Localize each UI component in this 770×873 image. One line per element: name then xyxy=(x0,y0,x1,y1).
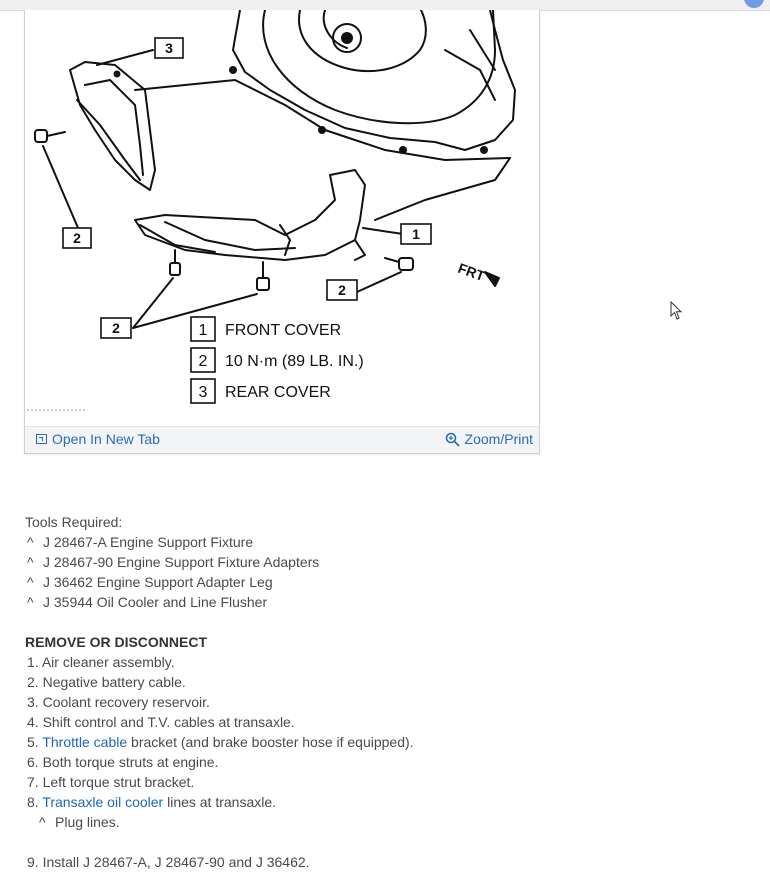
callout-3: 3 xyxy=(165,40,173,56)
magnifier-icon xyxy=(445,432,460,447)
figure-container xyxy=(24,10,540,454)
callout-2-right: 2 xyxy=(338,282,346,298)
step-item: 6. Both torque struts at engine. xyxy=(27,754,219,770)
frt-label: FRT xyxy=(455,259,488,285)
legend-text-3: REAR COVER xyxy=(225,384,331,401)
legend-num-3: 3 xyxy=(198,384,208,401)
profile-avatar[interactable] xyxy=(744,0,764,8)
callout-2-left: 2 xyxy=(73,230,81,246)
open-in-new-tab-link[interactable] xyxy=(36,431,160,447)
transaxle-cover-diagram xyxy=(25,10,539,418)
tools-heading: Tools Required: xyxy=(25,514,123,530)
tool-item: ^ J 28467-90 Engine Support Fixture Adapters xyxy=(27,554,320,570)
throttle-cable-link[interactable]: Throttle cable xyxy=(42,734,128,750)
zoom-print-link[interactable] xyxy=(445,431,533,447)
tool-item: ^ J 28467-A Engine Support Fixture xyxy=(27,534,254,550)
tool-item: ^ J 35944 Oil Cooler and Line Flusher xyxy=(27,594,268,610)
callout-1: 1 xyxy=(412,226,420,242)
step-item: 2. Negative battery cable. xyxy=(27,674,186,690)
callout-2-bottom: 2 xyxy=(112,320,120,336)
figure-toolbar xyxy=(25,426,539,453)
legend-text-1: FRONT COVER xyxy=(225,322,342,339)
open-new-tab-icon xyxy=(36,434,47,444)
step-item: 3. Coolant recovery reservoir. xyxy=(27,694,210,710)
mouse-pointer-icon xyxy=(670,301,684,321)
tool-item: ^ J 36462 Engine Support Adapter Leg xyxy=(27,574,273,590)
remove-heading: REMOVE OR DISCONNECT xyxy=(25,634,208,650)
step-item: 9. Install J 28467-A, J 28467-90 and J 36462. xyxy=(27,854,310,870)
transaxle-oil-cooler-link[interactable]: Transaxle oil cooler xyxy=(42,794,164,810)
step-item: 7. Left torque strut bracket. xyxy=(27,774,195,790)
step-item: 8. Transaxle oil cooler lines at transaxle. xyxy=(27,794,277,810)
open-in-new-tab-label: Open In New Tab xyxy=(52,431,160,447)
step-item: 5. Throttle cable bracket (and brake booster hose if equipped). xyxy=(27,734,414,750)
zoom-print-label: Zoom/Print xyxy=(464,431,533,447)
sub-note: ^ Plug lines. xyxy=(39,814,120,830)
legend-num-1: 1 xyxy=(198,322,208,339)
step-item: 4. Shift control and T.V. cables at transaxle. xyxy=(27,714,295,730)
legend-num-2: 2 xyxy=(198,353,208,370)
legend-text-2: 10 N·m (89 LB. IN.) xyxy=(225,353,364,370)
step-item: 1. Air cleaner assembly. xyxy=(27,654,175,670)
procedure-text xyxy=(25,512,745,872)
